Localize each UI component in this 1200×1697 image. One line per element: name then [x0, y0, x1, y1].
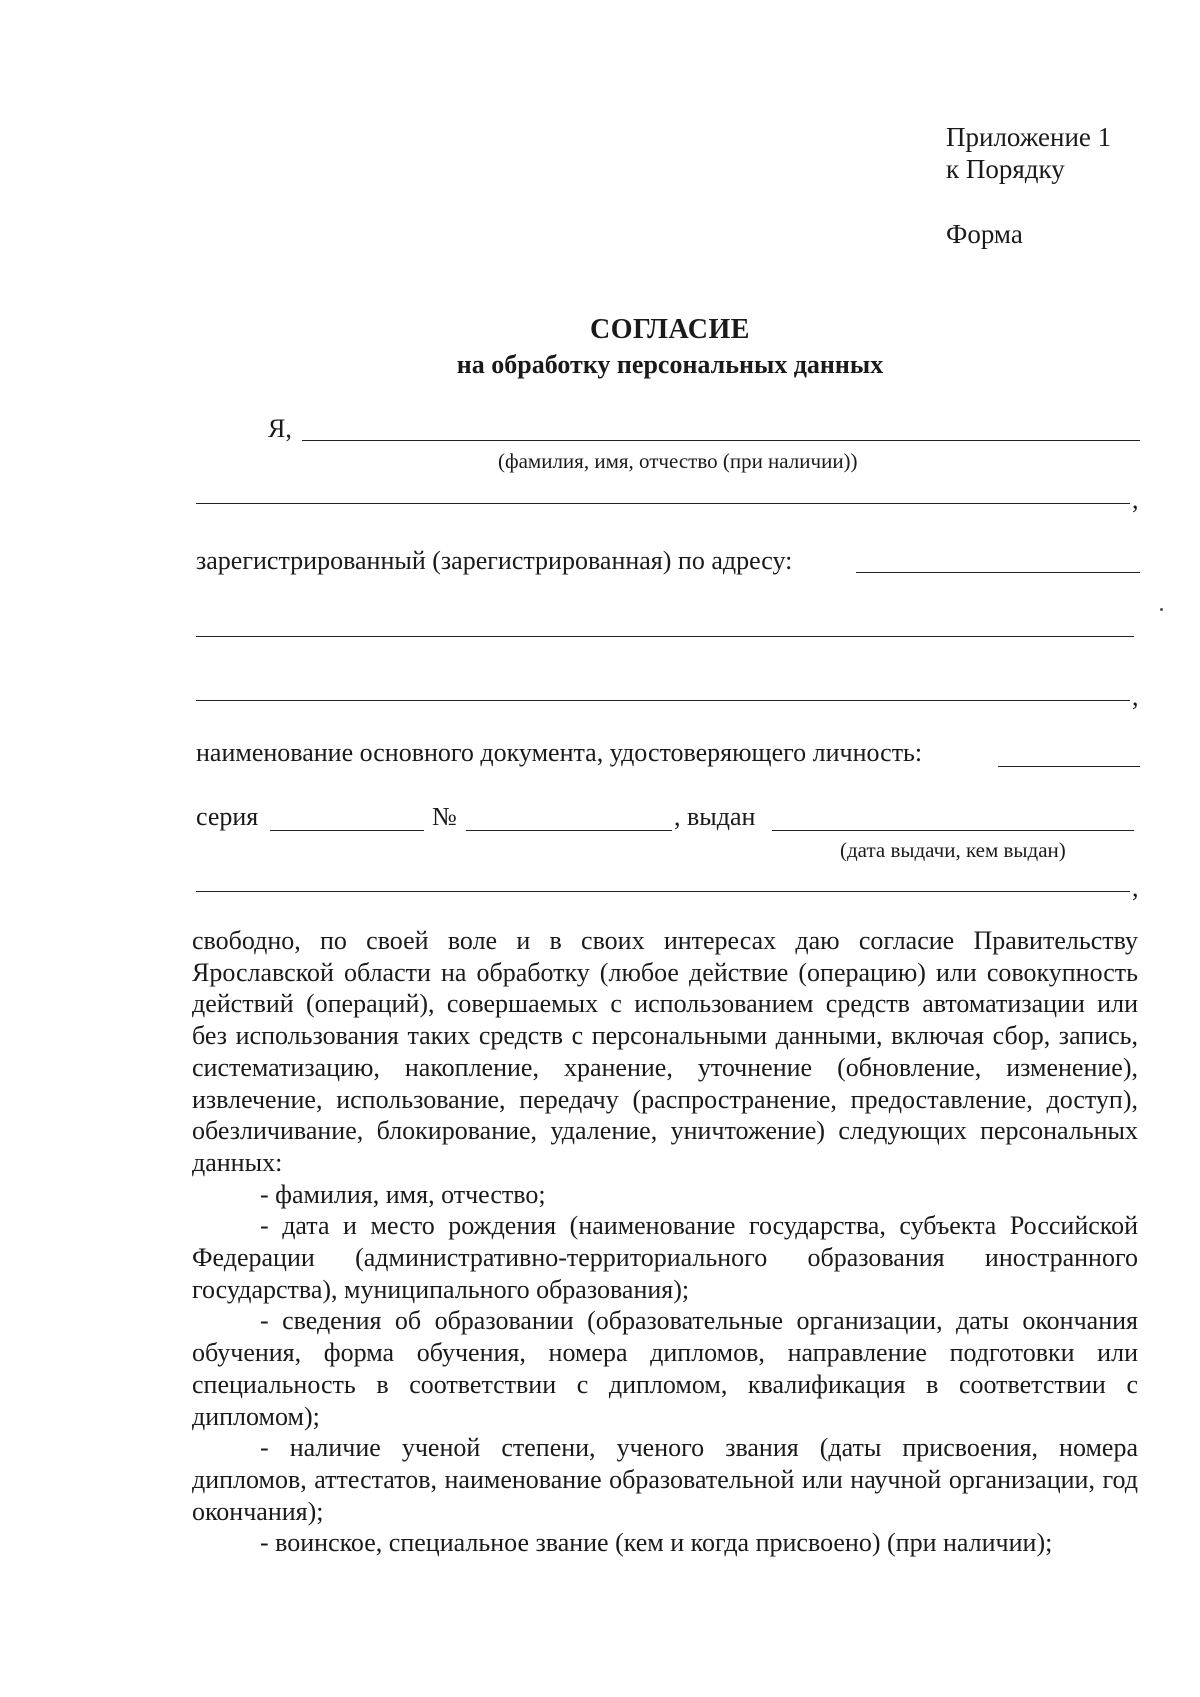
consent-intro: свободно, по своей воле и в своих интересах даю согласие Правительству Ярославской области на обработку (любое действие (операцию) или совокупность действий (операций), совершаемых с использованием средств автоматизации или без использования таких средств с персональными данными, включая сбор, запись, систематизацию, накопление, хранение, уточнение (обновление, изменение), извлечение, использование, передачу (распространение, предоставление, доступ), обезличивание, блокирование, удаление, уничтожение) следующих персональных данных: — [192, 926, 1138, 1177]
series-label: серия — [196, 802, 259, 831]
form-label: Форма — [946, 219, 1023, 249]
series-line[interactable] — [270, 830, 424, 831]
fio-continuation-line[interactable] — [196, 503, 1130, 504]
i-label: Я, — [268, 414, 292, 443]
issued-line[interactable] — [772, 830, 1134, 831]
address-line-1[interactable] — [856, 572, 1140, 573]
list-item: - наличие ученой степени, ученого звания (даты присвоения, номера дипломов, аттестатов, наименование образовательной или научной организации, год окончания); — [192, 1433, 1138, 1526]
fio-line[interactable] — [302, 440, 1140, 441]
document-subtitle: на обработку персональных данных — [456, 350, 884, 379]
appendix-reference: к Порядку — [946, 154, 1065, 184]
consent-body — [192, 925, 1138, 1559]
list-item: - фамилия, имя, отчество; — [260, 1179, 546, 1209]
number-line[interactable] — [466, 830, 672, 831]
registered-label: зарегистрированный (зарегистрированная) по адресу: — [196, 546, 793, 575]
address-line-3[interactable] — [196, 700, 1130, 701]
number-label: № — [432, 802, 457, 831]
issued-caption: (дата выдачи, кем выдан) — [840, 838, 1066, 862]
line-comma: , — [1132, 682, 1139, 711]
issued-label: , выдан — [674, 802, 756, 831]
document-title: СОГЛАСИЕ — [590, 314, 750, 345]
fio-caption: (фамилия, имя, отчество (при наличии)) — [498, 449, 858, 473]
line-comma: , — [1132, 485, 1139, 514]
document-line[interactable] — [998, 766, 1140, 767]
line-comma: , — [1132, 873, 1139, 902]
address-line-2[interactable] — [196, 636, 1134, 637]
list-item: - сведения об образовании (образовательные организации, даты окончания обучения, форма обучения, номера дипломов, направление подготовки или специальность в соответствии с дипломом, квалификация в соответствии с дипломом); — [192, 1306, 1138, 1431]
appendix-number: Приложение 1 — [946, 122, 1112, 152]
list-item: - дата и место рождения (наименование государства, субъекта Российской Федерации (административно-территориального образования иностранного государства), муниципального образования); — [192, 1211, 1138, 1304]
scan-speck — [1160, 608, 1163, 611]
list-item: - воинское, специальное звание (кем и когда присвоено) (при наличии); — [260, 1528, 1053, 1558]
issued-continuation-line[interactable] — [196, 891, 1130, 892]
document-label: наименование основного документа, удостоверяющего личность: — [196, 738, 923, 767]
